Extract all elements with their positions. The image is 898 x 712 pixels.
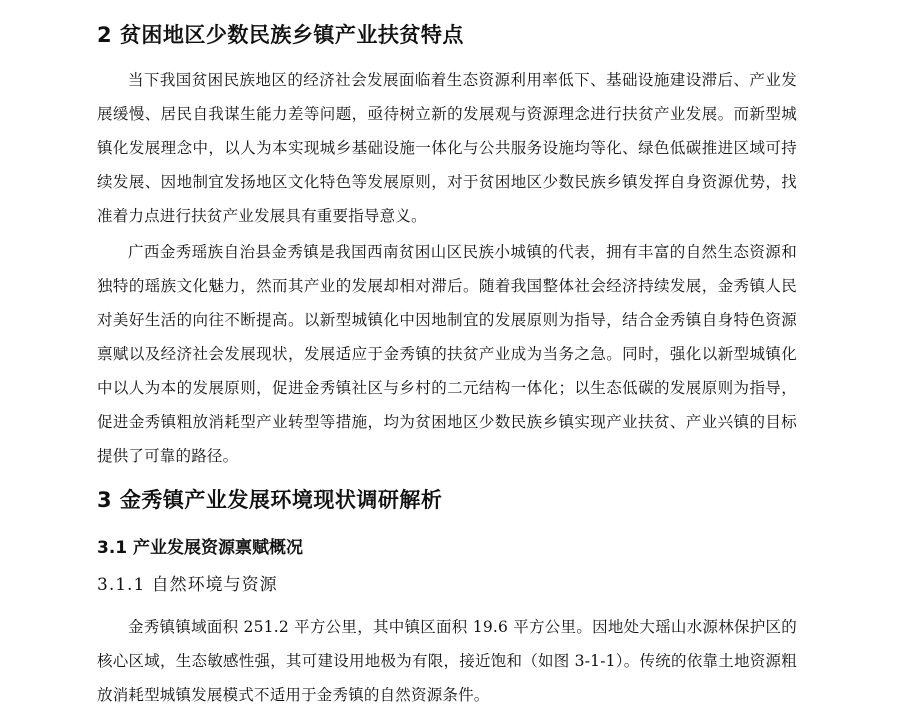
section-2-paragraph-1: 当下我国贫困民族地区的经济社会发展面临着生态资源利用率低下、基础设施建设滞后、产业发展缓慢、居民自我谋生能力差等问题，亟待树立新的发展观与资源理念进行扶贫产业发展。而新型城镇化发展理念中，以人为本实现城乡基础设施一体化与公共服务设施均等化、绿色低碳推进区域可持续发展、因地制宜发扬地区文化特色等发展原则，对于贫困地区少数民族乡镇发挥自身资源优势，找准着力点进行扶贫产业发展具有重要指导意义。 <box>97 71 797 225</box>
section-2-heading: 2 贫困地区少数民族乡镇产业扶贫特点 <box>97 23 464 47</box>
section-3-1-heading: 3.1 产业发展资源禀赋概况 <box>97 538 304 558</box>
section-3-1-1-heading: 3.1.1 自然环境与资源 <box>97 575 278 595</box>
section-3-1-1-paragraph: 金秀镇镇域面积 251.2 平方公里，其中镇区面积 19.6 平方公里。因地处大瑶山水源林保护区的核心区域，生态敏感性强，其可建设用地极为有限，接近饱和（如图 3-1-1）。传统的依靠土地资源粗放消耗型城镇发展模式不适用于金秀镇的自然资源条件。 <box>97 618 797 704</box>
section-2-paragraph-2: 广西金秀瑶族自治县金秀镇是我国西南贫困山区民族小城镇的代表，拥有丰富的自然生态资源和独特的瑶族文化魅力，然而其产业的发展却相对滞后。随着我国整体社会经济持续发展，金秀镇人民对美好生活的向往不断提高。以新型城镇化中因地制宜的发展原则为指导，结合金秀镇自身特色资源禀赋以及经济社会发展现状，发展适应于金秀镇的扶贫产业成为当务之急。同时，强化以新型城镇化中以人为本的发展原则，促进金秀镇社区与乡村的二元结构一体化；以生态低碳的发展原则为指导，促进金秀镇粗放消耗型产业转型等措施，均为贫困地区少数民族乡镇实现产业扶贫、产业兴镇的目标提供了可靠的路径。 <box>97 243 797 465</box>
section-3-heading: 3 金秀镇产业发展环境现状调研解析 <box>97 488 443 512</box>
